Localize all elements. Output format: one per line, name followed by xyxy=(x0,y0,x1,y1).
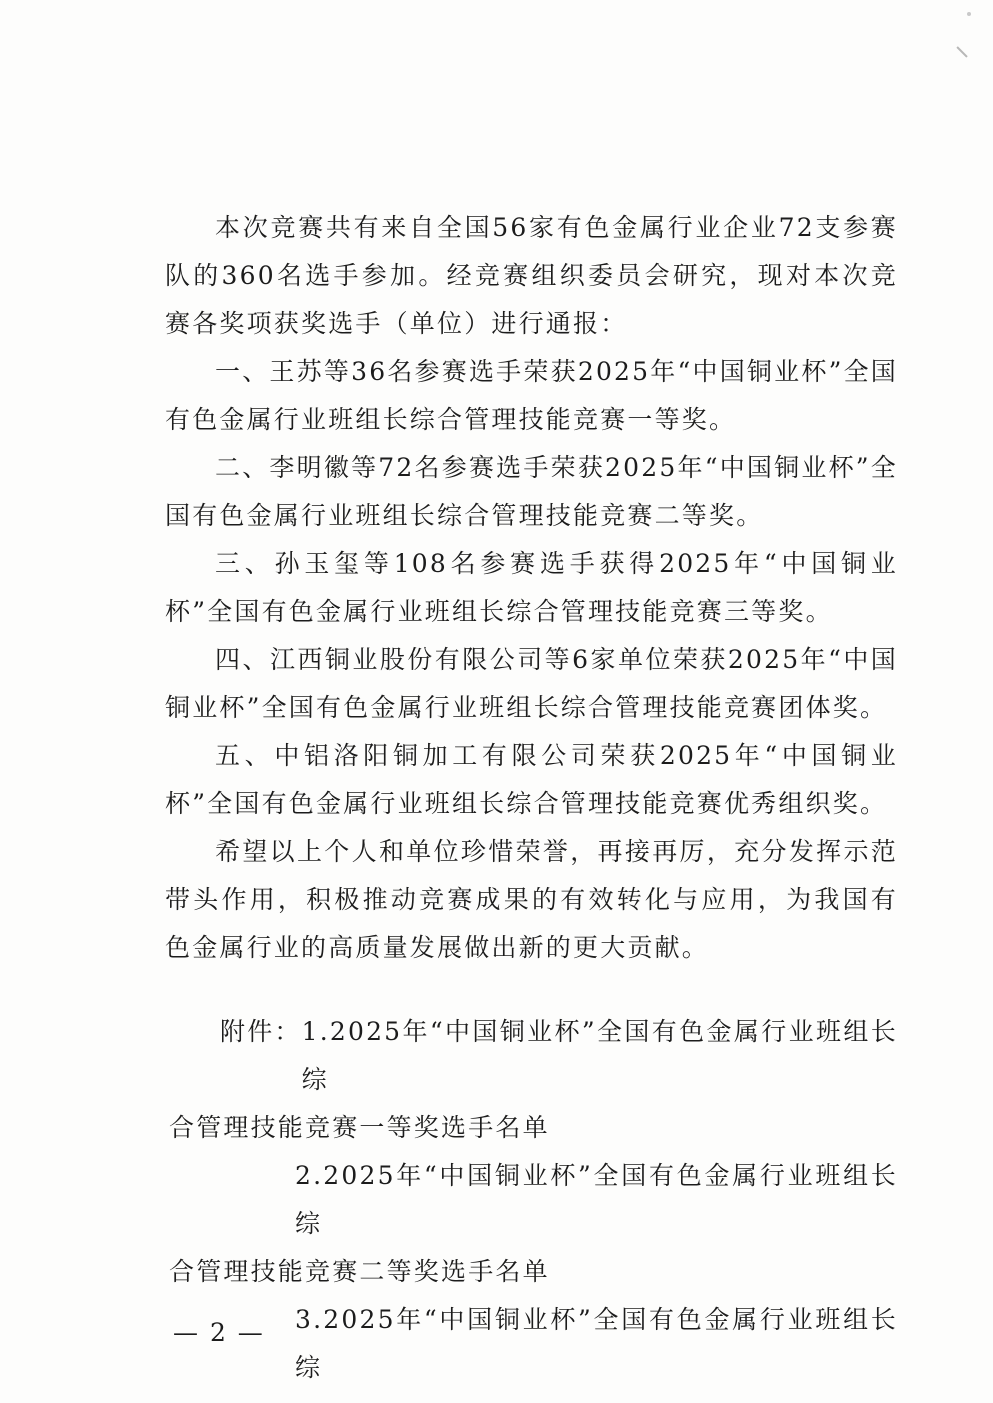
organization-prize-paragraph: 五、中铝洛阳铜加工有限公司荣获2025年“中国铜业杯”全国有色金属行业班组长综合管理技能竞赛优秀组织奖。 xyxy=(165,741,898,818)
intro-paragraph: 本次竞赛共有来自全国56家有色金属行业企业72支参赛队的360名选手参加。经竞赛组织委员会研究，现对本次竞赛各奖项获奖选手（单位）进行通报： xyxy=(165,213,898,338)
first-prize-paragraph: 一、王苏等36名参赛选手荣获2025年“中国铜业杯”全国有色金属行业班组长综合管理技能竞赛一等奖。 xyxy=(165,357,898,434)
team-prize-paragraph: 四、江西铜业股份有限公司等6家单位荣获2025年“中国铜业杯”全国有色金属行业班组长综合管理技能竞赛团体奖。 xyxy=(165,645,898,722)
attachment-1-continuation: 合管理技能竞赛一等奖选手名单 xyxy=(169,1113,550,1142)
attachment-2-continuation: 合管理技能竞赛二等奖选手名单 xyxy=(169,1257,550,1286)
attachment-2-title: 2.2025年“中国铜业杯”全国有色金属行业班组长综 xyxy=(295,1161,898,1238)
attachment-1-title: 1.2025年“中国铜业杯”全国有色金属行业班组长综 xyxy=(301,1017,898,1094)
attachment-3-title: 3.2025年“中国铜业杯”全国有色金属行业班组长综 xyxy=(295,1305,898,1382)
page-number: — 2 — xyxy=(173,1318,265,1347)
document-body xyxy=(165,204,898,1392)
attachments-list xyxy=(165,1008,898,1392)
scan-corner-dot xyxy=(967,12,971,16)
closing-paragraph: 希望以上个人和单位珍惜荣誉，再接再厉，充分发挥示范带头作用，积极推动竞赛成果的有效转化与应用，为我国有色金属行业的高质量发展做出新的更大贡献。 xyxy=(165,837,898,962)
third-prize-paragraph: 三、孙玉玺等108名参赛选手获得2025年“中国铜业杯”全国有色金属行业班组长综合管理技能竞赛三等奖。 xyxy=(165,549,898,626)
attachment-item-1 xyxy=(165,1008,898,1104)
attachments-label: 附件： xyxy=(220,1017,302,1046)
page-fold-mark xyxy=(956,36,977,57)
second-prize-paragraph: 二、李明徽等72名参赛选手荣获2025年“中国铜业杯”全国有色金属行业班组长综合管理技能竞赛二等奖。 xyxy=(165,453,898,530)
